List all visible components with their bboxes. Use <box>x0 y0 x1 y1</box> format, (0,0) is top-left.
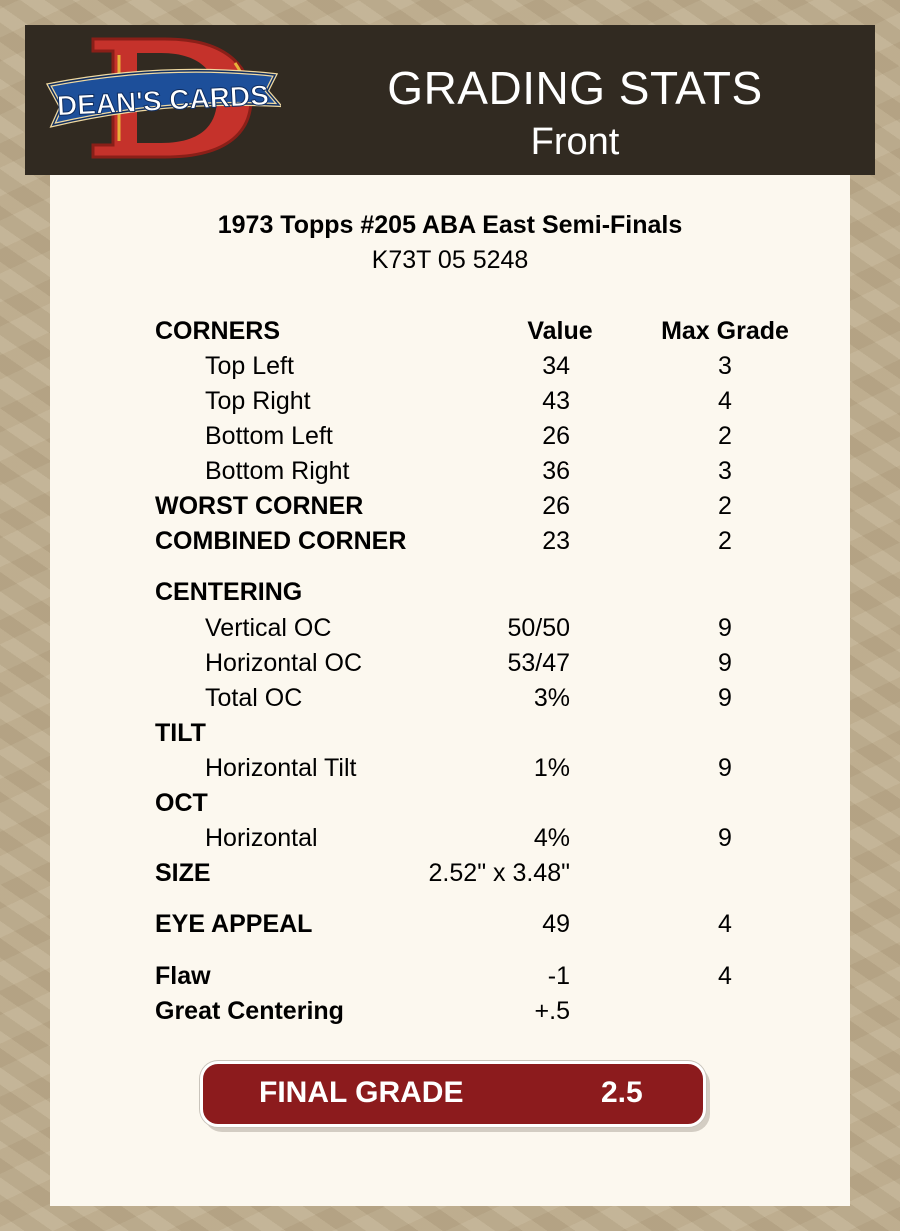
row-max-grade: 3 <box>718 352 732 380</box>
section-row <box>50 578 850 610</box>
deans-cards-logo <box>45 33 281 163</box>
table-row <box>50 422 850 454</box>
row-max-grade: 4 <box>718 387 732 415</box>
row-max-grade: 2 <box>718 422 732 450</box>
row-max-grade: 2 <box>718 527 732 555</box>
table-row <box>50 457 850 489</box>
row-max-grade: 2 <box>718 492 732 520</box>
table-row <box>50 962 850 994</box>
table-row <box>50 614 850 646</box>
final-grade-label: FINAL GRADE <box>259 1076 464 1109</box>
stats-sheet <box>50 175 850 1206</box>
row-value: +.5 <box>534 997 570 1025</box>
row-label: Bottom Left <box>205 422 333 450</box>
row-max-grade: 9 <box>718 614 732 642</box>
row-value: 26 <box>542 422 570 450</box>
table-row <box>50 387 850 419</box>
row-max-grade: 9 <box>718 649 732 677</box>
row-max-grade: 4 <box>718 962 732 990</box>
row-label: SIZE <box>155 859 211 887</box>
table-row <box>50 527 850 559</box>
row-label: Vertical OC <box>205 614 332 642</box>
row-value: 26 <box>542 492 570 520</box>
card-code: K73T 05 5248 <box>371 246 529 274</box>
row-value: -1 <box>547 962 570 990</box>
section-corners: CORNERS <box>155 317 281 345</box>
row-value: 50/50 <box>507 614 570 642</box>
table-row <box>50 859 850 891</box>
section-tilt: TILT <box>155 719 206 747</box>
card-title: 1973 Topps #205 ABA East Semi-Finals <box>217 211 683 239</box>
row-value: 36 <box>542 457 570 485</box>
corners-header-row <box>50 317 850 349</box>
table-row <box>50 997 850 1029</box>
section-row <box>50 719 850 751</box>
row-max-grade: 4 <box>718 910 732 938</box>
row-value: 4% <box>533 824 570 852</box>
row-label: Horizontal <box>205 824 318 852</box>
table-row <box>50 649 850 681</box>
table-row <box>50 824 850 856</box>
logo-text: DEAN'S CARDS <box>56 79 270 122</box>
row-value: 23 <box>542 527 570 555</box>
row-label: Horizontal OC <box>205 649 362 677</box>
page-title: GRADING STATS <box>387 62 763 114</box>
row-value: 53/47 <box>507 649 570 677</box>
row-value: 43 <box>542 387 570 415</box>
row-label: Horizontal Tilt <box>205 754 357 782</box>
row-value: 2.52" x 3.48" <box>428 859 570 887</box>
table-row <box>50 910 850 942</box>
section-row <box>50 789 850 821</box>
row-label: Bottom Right <box>205 457 350 485</box>
row-max-grade: 9 <box>718 754 732 782</box>
row-max-grade: 3 <box>718 457 732 485</box>
row-max-grade: 9 <box>718 684 732 712</box>
row-label: Flaw <box>155 962 211 990</box>
row-value: 3% <box>533 684 570 712</box>
column-header-max-grade: Max Grade <box>661 317 789 345</box>
row-label: COMBINED CORNER <box>155 527 407 555</box>
final-grade-badge <box>200 1061 706 1127</box>
row-label: WORST CORNER <box>155 492 364 520</box>
table-row <box>50 492 850 524</box>
section-oct: OCT <box>155 789 208 817</box>
final-grade-value: 2.5 <box>601 1076 643 1109</box>
row-label: Total OC <box>205 684 303 712</box>
table-row <box>50 684 850 716</box>
column-header-value: Value <box>527 317 593 345</box>
table-row <box>50 754 850 786</box>
page-subtitle: Front <box>530 121 620 163</box>
row-label: EYE APPEAL <box>155 910 313 938</box>
row-label: Great Centering <box>155 997 344 1025</box>
section-centering: CENTERING <box>155 578 303 606</box>
row-value: 34 <box>542 352 570 380</box>
row-value: 49 <box>542 910 570 938</box>
row-value: 1% <box>533 754 570 782</box>
header-banner <box>25 25 875 175</box>
row-max-grade: 9 <box>718 824 732 852</box>
row-label: Top Right <box>205 387 311 415</box>
row-label: Top Left <box>205 352 294 380</box>
table-row <box>50 352 850 384</box>
